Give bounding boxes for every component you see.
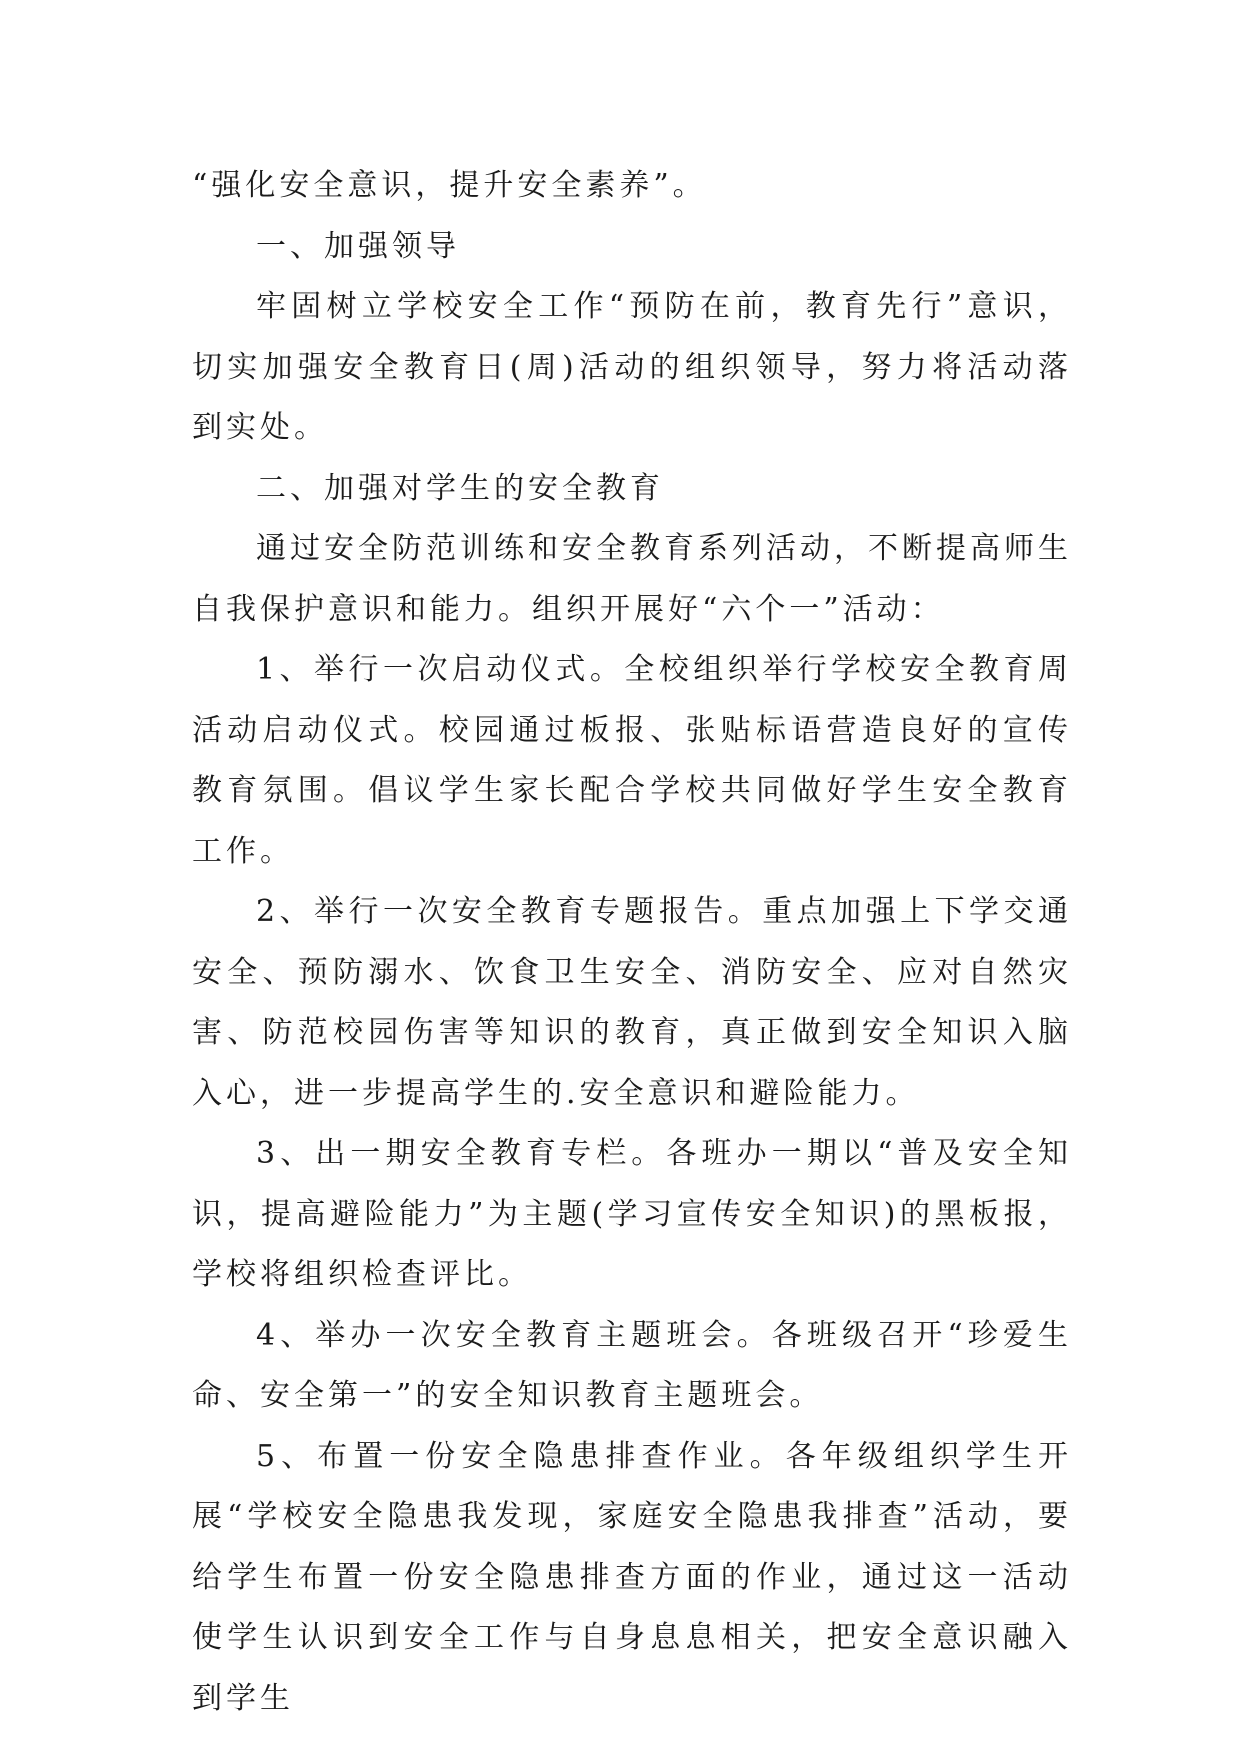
paragraph-leadership: 牢固树立学校安全工作“预防在前，教育先行”意识，切实加强安全教育日(周)活动的组织领导，努力将活动落到实处。 — [192, 289, 1072, 445]
paragraph-continued: “强化安全意识，提升安全素养”。 — [192, 168, 707, 203]
list-item-3: 3、出一期安全教育专栏。各班办一期以“普及安全知识，提高避险能力”为主题(学习宣传安全知识)的黑板报，学校将组织检查评比。 — [192, 1136, 1072, 1292]
list-item-2: 2、举行一次安全教育专题报告。重点加强上下学交通安全、预防溺水、饮食卫生安全、消防安全、应对自然灾害、防范校园伤害等知识的教育，真正做到安全知识入脑入心，进一步提高学生的.安全意识和避险能力。 — [192, 894, 1072, 1111]
paragraph-six-activities: 通过安全防范训练和安全教育系列活动，不断提高师生自我保护意识和能力。组织开展好“六个一”活动： — [192, 531, 1072, 627]
list-item-1: 1、举行一次启动仪式。全校组织举行学校安全教育周活动启动仪式。校园通过板报、张贴标语营造良好的宣传教育氛围。倡议学生家长配合学校共同做好学生安全教育工作。 — [192, 652, 1072, 869]
section-heading-student-education: 二、加强对学生的安全教育 — [256, 470, 664, 506]
section-heading-leadership: 一、加强领导 — [256, 228, 460, 264]
document-page — [192, 156, 1072, 1729]
list-item-4: 4、举办一次安全教育主题班会。各班级召开“珍爱生命、安全第一”的安全知识教育主题班会。 — [192, 1317, 1072, 1413]
list-item-5: 5、布置一份安全隐患排查作业。各年级组织学生开展“学校安全隐患我发现，家庭安全隐患我排查”活动，要给学生布置一份安全隐患排查方面的作业，通过这一活动使学生认识到安全工作与自身息息相关，把安全意识融入到学生 — [192, 1438, 1072, 1716]
